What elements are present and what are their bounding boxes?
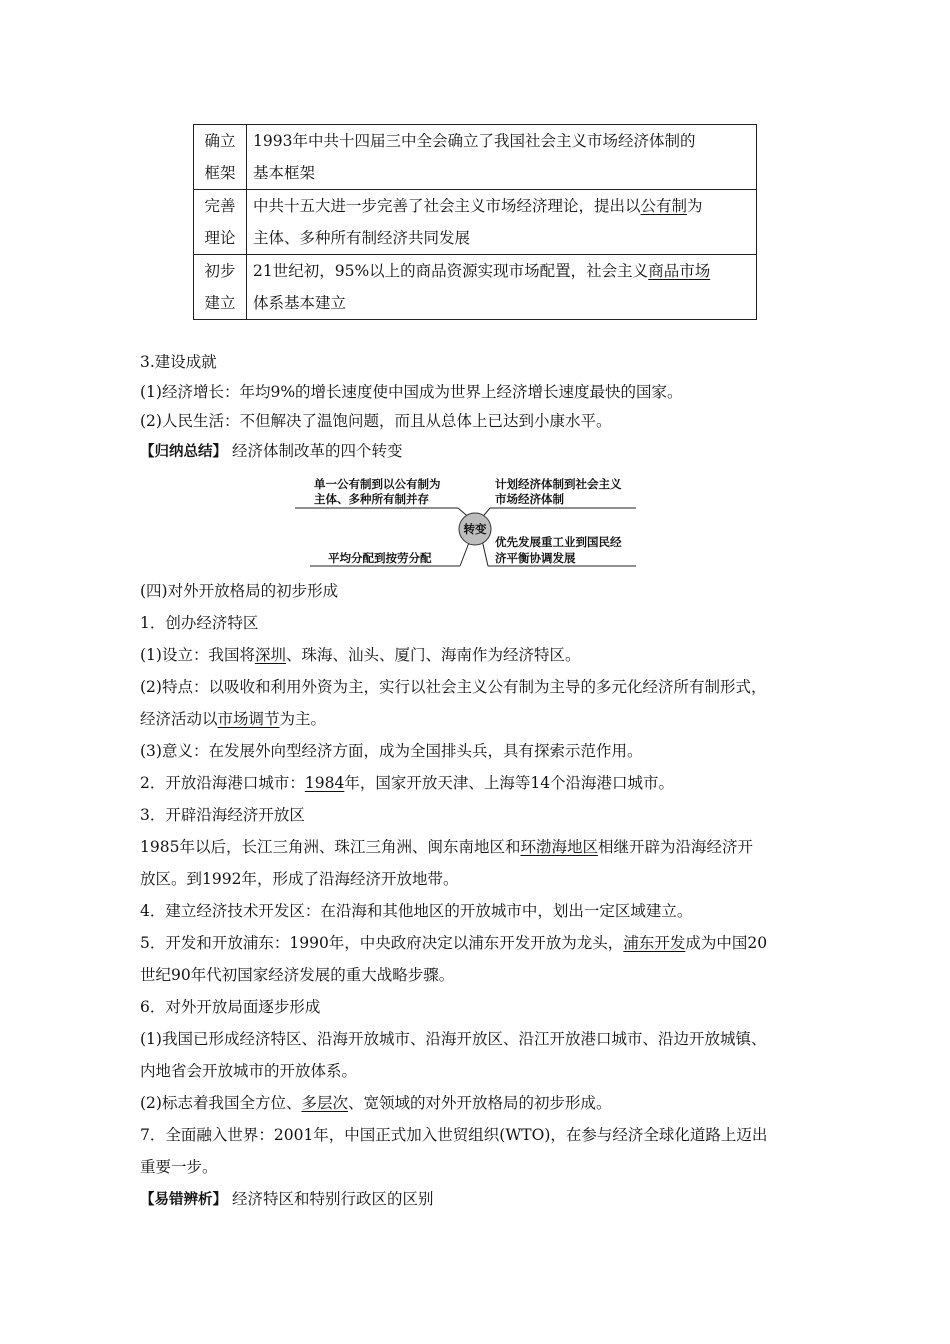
paragraph: 重要一步。 [140, 1158, 218, 1176]
paragraph: (1)经济增长：年均9%的增长速度使中国成为世界上经济增长速度最快的国家。 [140, 383, 683, 401]
center-label: 转变 [463, 522, 487, 536]
branch-label: 济平衡协调发展 [495, 551, 576, 565]
table-row [194, 125, 757, 190]
paragraph: 4．建立经济技术开发区：在沿海和其他地区的开放城市中，划出一定区域建立。 [140, 902, 693, 920]
section-title: (四)对外开放格局的初步形成 [140, 582, 339, 600]
row-label: 初步 建立 [194, 255, 247, 320]
summary-heading [140, 441, 850, 462]
paragraph: 2．开放沿海港口城市：1984年，国家开放天津、上海等14个沿海港口城市。 [140, 774, 675, 792]
table-row [194, 255, 757, 320]
branch-label: 市场经济体制 [495, 492, 564, 506]
paragraph: (1)设立：我国将深圳、珠海、汕头、厦门、海南作为经济特区。 [140, 646, 581, 664]
paragraph: (2)标志着我国全方位、多层次、宽领域的对外开放格局的初步形成。 [140, 1094, 612, 1112]
blank-answer: 市场调节 [217, 710, 280, 728]
paragraph: 世纪90年代初国家经济发展的重大战略步骤。 [140, 966, 455, 984]
item-heading: 3．开辟沿海经济开放区 [140, 806, 305, 824]
summary-tag: 【归纳总结】 [140, 444, 227, 460]
paragraph: 1985年以后，长江三角洲、珠江三角洲、闽东南地区和环渤海地区相继开辟为沿海经济开 [140, 838, 753, 856]
row-content: 中共十五大进一步完善了社会主义市场经济理论，提出以公有制为 主体、多种所有制经济共同发展 [247, 190, 757, 255]
blank-answer: 1984 [304, 774, 345, 792]
blank-answer: 浦东开发 [623, 934, 686, 952]
branch-label: 优先发展重工业到国民经 [495, 535, 622, 549]
row-label: 确立 框架 [194, 125, 247, 190]
paragraph: 放区。到1992年，形成了沿海经济开放地带。 [140, 870, 459, 888]
four-transitions-diagram [290, 470, 650, 570]
blank-answer: 商品市场 [648, 262, 711, 280]
blank-answer: 环渤海地区 [520, 838, 598, 856]
blank-answer: 多层次 [301, 1094, 348, 1112]
paragraph: 5．开发和开放浦东：1990年，中央政府决定以浦东开发开放为龙头，浦东开发成为中国20 [140, 934, 768, 952]
reform-stages-table [193, 124, 757, 320]
paragraph: (2)特点：以吸收和利用外资为主，实行以社会主义公有制为主导的多元化经济所有制形式， [140, 678, 767, 696]
blank-answer: 深圳 [254, 646, 286, 664]
paragraph: 内地省会开放城市的开放体系。 [140, 1062, 358, 1080]
branch-label: 主体、多种所有制并存 [314, 492, 429, 506]
row-content: 1993年中共十四届三中全会确立了我国社会主义市场经济体制的 基本框架 [247, 125, 757, 190]
mistake-heading [140, 1189, 850, 1210]
branch-line [482, 540, 488, 566]
row-label: 完善 理论 [194, 190, 247, 255]
summary-title: 经济体制改革的四个转变 [231, 442, 403, 460]
item-heading: 1．创办经济特区 [140, 614, 259, 632]
section-title: 3.建设成就 [140, 353, 217, 371]
branch-label: 平均分配到按劳分配 [328, 551, 432, 565]
paragraph: (1)我国已形成经济特区、沿海开放城市、沿海开放区、沿江开放港口城市、沿边开放城镇、 [140, 1030, 767, 1048]
row-content: 21世纪初，95%以上的商品资源实现市场配置，社会主义商品市场 体系基本建立 [247, 255, 757, 320]
paragraph: (3)意义：在发展外向型经济方面，成为全国排头兵，具有探索示范作用。 [140, 742, 643, 760]
branch-label: 计划经济体制到社会主义 [495, 477, 622, 491]
item-heading: 6．对外开放局面逐步形成 [140, 998, 321, 1016]
paragraph: (2)人民生活：不但解决了温饱问题，而且从总体上已达到小康水平。 [140, 412, 612, 430]
mistake-title: 经济特区和特别行政区的区别 [231, 1190, 434, 1208]
mistake-tag: 【易错辨析】 [140, 1192, 227, 1208]
paragraph: 7．全面融入世界：2001年，中国正式加入世贸组织(WTO)，在参与经济全球化道路上迈出 [140, 1126, 768, 1144]
paragraph: 经济活动以市场调节为主。 [140, 710, 327, 728]
blank-answer: 公有制 [640, 197, 688, 215]
table-row [194, 190, 757, 255]
branch-label: 单一公有制到以公有制为 [314, 477, 441, 491]
